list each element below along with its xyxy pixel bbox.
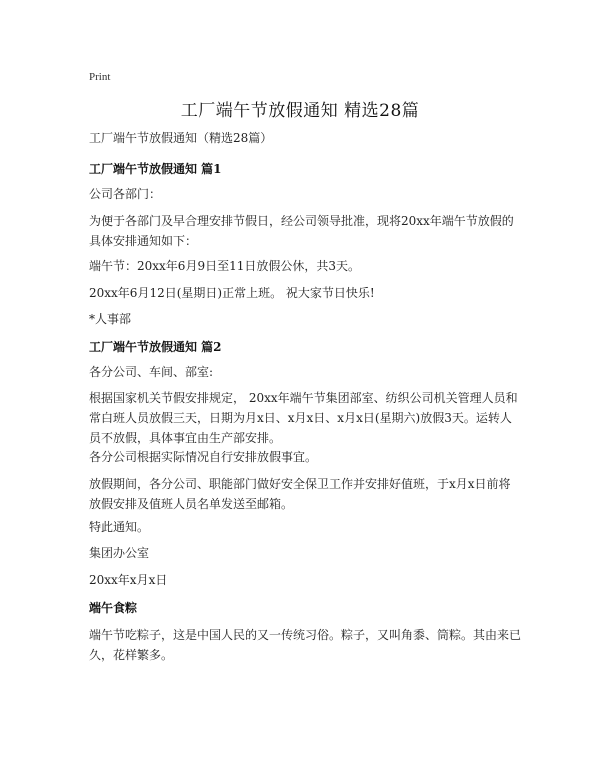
section1-resume: 20xx年6月12日(星期日)正常上班。 祝大家节日快乐! (89, 286, 375, 300)
section3-para1: 端午节吃粽子，这是中国人民的又一传统习俗。粽子，又叫角黍、筒粽。其由来已久，花样繁多。 (89, 628, 522, 662)
section2-greeting: 各分公司、车间、部室: (89, 365, 214, 379)
section-heading-3: 端午食粽 (89, 601, 138, 615)
section-heading-2: 工厂端午节放假通知 篇2 (89, 340, 222, 354)
section1-intro: 为便于各部门及早合理安排节假日，经公司领导批准，现将20xx年端午节放假的具体安排通知如下： (89, 214, 514, 248)
print-link[interactable]: Print (89, 71, 111, 83)
section2-para3: 放假期间，各分公司、职能部门做好安全保卫工作并安排好值班，于x月x日前将放假安排及值班人员名单发送至邮箱。 (89, 477, 511, 511)
section1-greeting: 公司各部门： (89, 187, 162, 201)
section2-para1: 根据国家机关节假安排规定， 20xx年端午节集团部室、纺织公司机关管理人员和常白班人员放假三天，日期为月x日、x月x日、x月x日(星期六)放假3天。运转人员不放假，具体事宜由生产部安排。 (89, 391, 518, 445)
section2-org: 集团办公室 (89, 546, 150, 560)
section2-date: 20xx年x月x日 (89, 573, 168, 587)
section2-para2: 各分公司根据实际情况自行安排放假事宜。 (89, 450, 318, 464)
document-subtitle: 工厂端午节放假通知（精选28篇） (89, 131, 273, 145)
section1-holiday: 端午节：20xx年6月9日至11日放假公休，共3天。 (89, 259, 360, 273)
section-heading-1: 工厂端午节放假通知 篇1 (89, 162, 222, 176)
page-title: 工厂端午节放假通知 精选28篇 (180, 101, 420, 121)
section1-signature: *人事部 (89, 312, 132, 326)
section2-closing: 特此通知。 (89, 520, 150, 534)
